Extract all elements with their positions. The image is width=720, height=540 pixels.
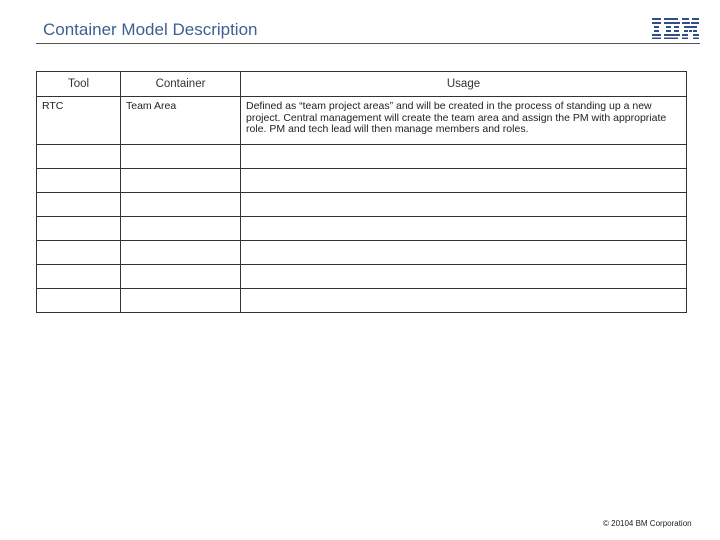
column-header-usage: Usage (241, 72, 687, 97)
container-cell (121, 217, 241, 241)
column-header-container: Container (121, 72, 241, 97)
container-cell (121, 241, 241, 265)
table-row (37, 241, 687, 265)
container-cell (121, 193, 241, 217)
container-model-table (36, 71, 687, 313)
table-row (37, 169, 687, 193)
container-cell: Team Area (121, 97, 241, 145)
tool-cell (37, 145, 121, 169)
usage-cell (241, 289, 687, 313)
container-cell (121, 145, 241, 169)
usage-cell (241, 241, 687, 265)
tool-cell (37, 265, 121, 289)
table-header-row (37, 72, 687, 97)
usage-cell (241, 217, 687, 241)
container-cell (121, 289, 241, 313)
container-cell (121, 265, 241, 289)
tool-cell (37, 217, 121, 241)
tool-cell (37, 169, 121, 193)
table-row (37, 145, 687, 169)
table-row (37, 217, 687, 241)
tool-cell: RTC (37, 97, 121, 145)
table-row (37, 265, 687, 289)
usage-cell (241, 265, 687, 289)
tool-cell (37, 193, 121, 217)
table-row (37, 97, 687, 145)
table-row (37, 289, 687, 313)
usage-cell (241, 145, 687, 169)
usage-cell (241, 193, 687, 217)
column-header-tool: Tool (37, 72, 121, 97)
ibm-logo-icon (652, 17, 699, 39)
tool-cell (37, 289, 121, 313)
slide-title: Container Model Description (43, 20, 258, 39)
copyright-footer: © 20104 BM Corporation (603, 519, 692, 528)
usage-cell: Defined as “team project areas” and will be created in the process of standing up a new project. Central management will create the team area and assign the PM with appropriate role. PM and tech lead will then manage members and roles. (241, 97, 687, 145)
title-divider (36, 43, 700, 44)
tool-cell (37, 241, 121, 265)
table-row (37, 193, 687, 217)
container-cell (121, 169, 241, 193)
usage-cell (241, 169, 687, 193)
